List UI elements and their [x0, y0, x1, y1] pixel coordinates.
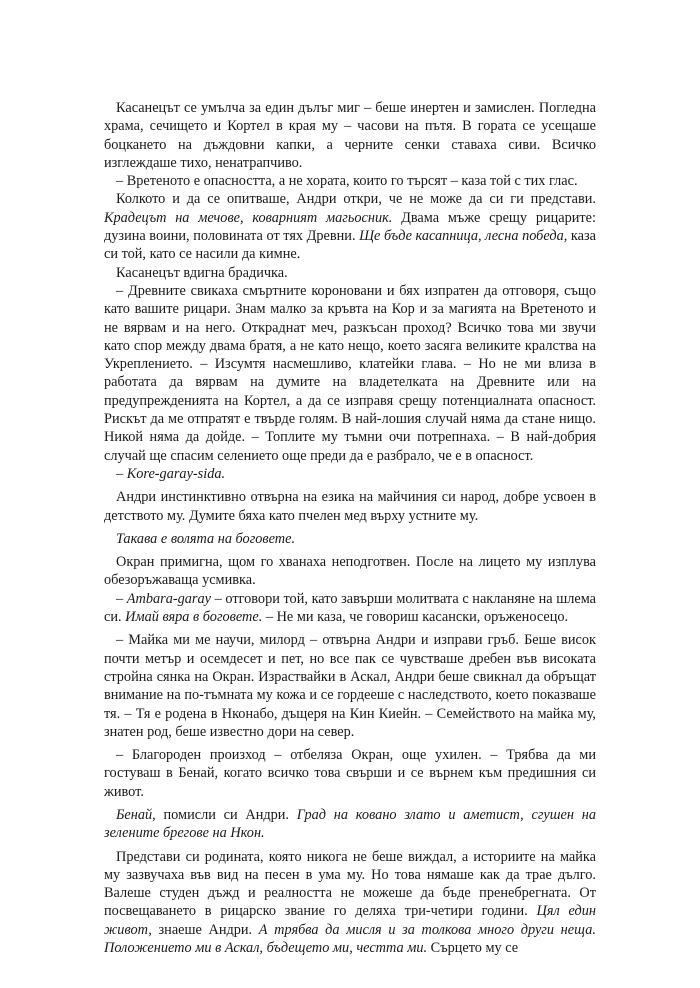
paragraph [104, 590, 596, 627]
paragraph [104, 99, 596, 172]
italic-text: Имай вяра в боговете. [125, 609, 263, 626]
text-run: Андри инстинктивно отвърна на езика на майчиния си народ, добре усвоен в детството му. Думите бяха като пчелен мед върху устните му. [104, 489, 596, 524]
text-run: – отговори той, като завърши молитвата с накланяне на шлема си. [104, 590, 596, 626]
paragraph [104, 488, 596, 525]
text-run: – [116, 590, 127, 607]
paragraph [104, 264, 596, 282]
text-run: – Не ми каза, че говориш касански, оръженосецо. [262, 609, 569, 626]
paragraph [104, 530, 596, 548]
text-run: Касанецът вдигна брадичка. [116, 264, 288, 281]
italic-text: Kore-garay-sida. [126, 465, 226, 482]
paragraph [104, 465, 596, 483]
text-run: Колкото и да се опитваше, Андри откри, че не може да си ги представи. [116, 191, 596, 208]
text-run: Сърцето му се [427, 940, 519, 957]
paragraph [104, 848, 596, 958]
italic-text: Цял един живот, [104, 903, 596, 938]
text-run: Двама мъже срещу рицарите: дузина воини, половината от тях Древни. [104, 209, 596, 245]
text-run: – Майка ми ме научи, милорд – отвърна Андри и изправи гръб. Беше висок почти метър и осемдесет и пет, но все пак се чувстваше дребен във високата стройна сянка на Окран. Израствайки в Аскал, Андри беше свикнал да обръщат внимание на по-тъмната му кожа и се гордееше с наследството, което показваше тя. – Тя е родена в Нконабо, дъщеря на Кин Киейн. – Семейството на майка му, знатен род, беше известно дори на север. [104, 632, 596, 740]
italic-text: А трябва да мисля и за толкова много други неща. Положението ми в Аскал, бъдещето ми, честта ми. [104, 921, 596, 957]
italic-text: Такава е волята на боговете. [116, 530, 296, 547]
paragraph [104, 806, 596, 843]
paragraph [104, 746, 596, 801]
paragraph [104, 282, 596, 465]
italic-text: Град на ковано злато и аметист, сгушен на зелените брегове на Нкон. [104, 806, 596, 842]
paragraph [104, 172, 596, 190]
italic-text: Бенай, [116, 806, 156, 823]
book-page-text [104, 99, 596, 957]
text-run: – [116, 465, 127, 482]
text-run: – Древните свикаха смъртните короновани и бях изпратен да отговоря, също като вашите рицари. Знам малко за кръвта на Кор и за магията на Вретеното и не вярвам и на него. Откраднат меч, разкъсан проход? Всичко това ми звучи като спор между двама братя, а не като нещо, което засяга великите кралства на Укреплението. – Изсумтя насмешливо, клатейки глава. – Но не ми влиза в работата да вярвам на думите на владетелката на Древните или на предупрежденията на Кортел, а да се изправя срещу потенциалната опасност. Рискът да ме отпратят е твърде голям. В най-лошия случай няма да стане нищо. Никой няма да дойде. – Топлите му тъмни очи потрепнаха. – В най-добрия случай ще спасим селението още преди да е разбрало, че е в опасност. [104, 282, 596, 464]
italic-text: Крадецът на мечове, коварният магьосник. [104, 209, 393, 226]
paragraph [104, 553, 596, 590]
text-run: Касанецът се умълча за един дълъг миг – беше инертен и замислен. Погледна храма, сечището и Кортел в края му – часови на пътя. В гората се усещаше боцкането на дъждовни капки, а черните сенки ставаха сиви. Всичко изглеждаше тихо, ненатрапчиво. [104, 100, 596, 171]
text-run: – Вретеното е опасността, а не хората, които го търсят – каза той с тих глас. [116, 173, 578, 190]
italic-text: Ще бъде касапница, лесна победа, [359, 228, 568, 245]
text-run: Представи си родината, която никога не беше виждал, а историите на майка му зазвучаха във вид на песен в ума му. Но това нямаше как да трае дълго. Валеше студен дъжд и реалността не можеше да бъде пренебрегната. От посвещаването в рицарско звание го деляха три-четири години. [104, 848, 596, 920]
paragraph [104, 631, 596, 741]
italic-text: Ambara-garay [126, 590, 211, 607]
text-run: – Благороден произход – отбеляза Окран, още ухилен. – Трябва да ми гостуваш в Бенай, когато всичко това свърши и се върнем към предишния си живот. [104, 747, 596, 800]
text-run: каза си той, като се насили да кимне. [104, 228, 596, 263]
paragraph [104, 190, 596, 263]
text-run: помисли си Андри. [155, 806, 297, 823]
text-run: знаеше Андри. [151, 921, 259, 938]
text-run: Окран примигна, щом го хванаха неподготвен. После на лицето му изплува обезоръжаваща усмивка. [104, 554, 596, 589]
